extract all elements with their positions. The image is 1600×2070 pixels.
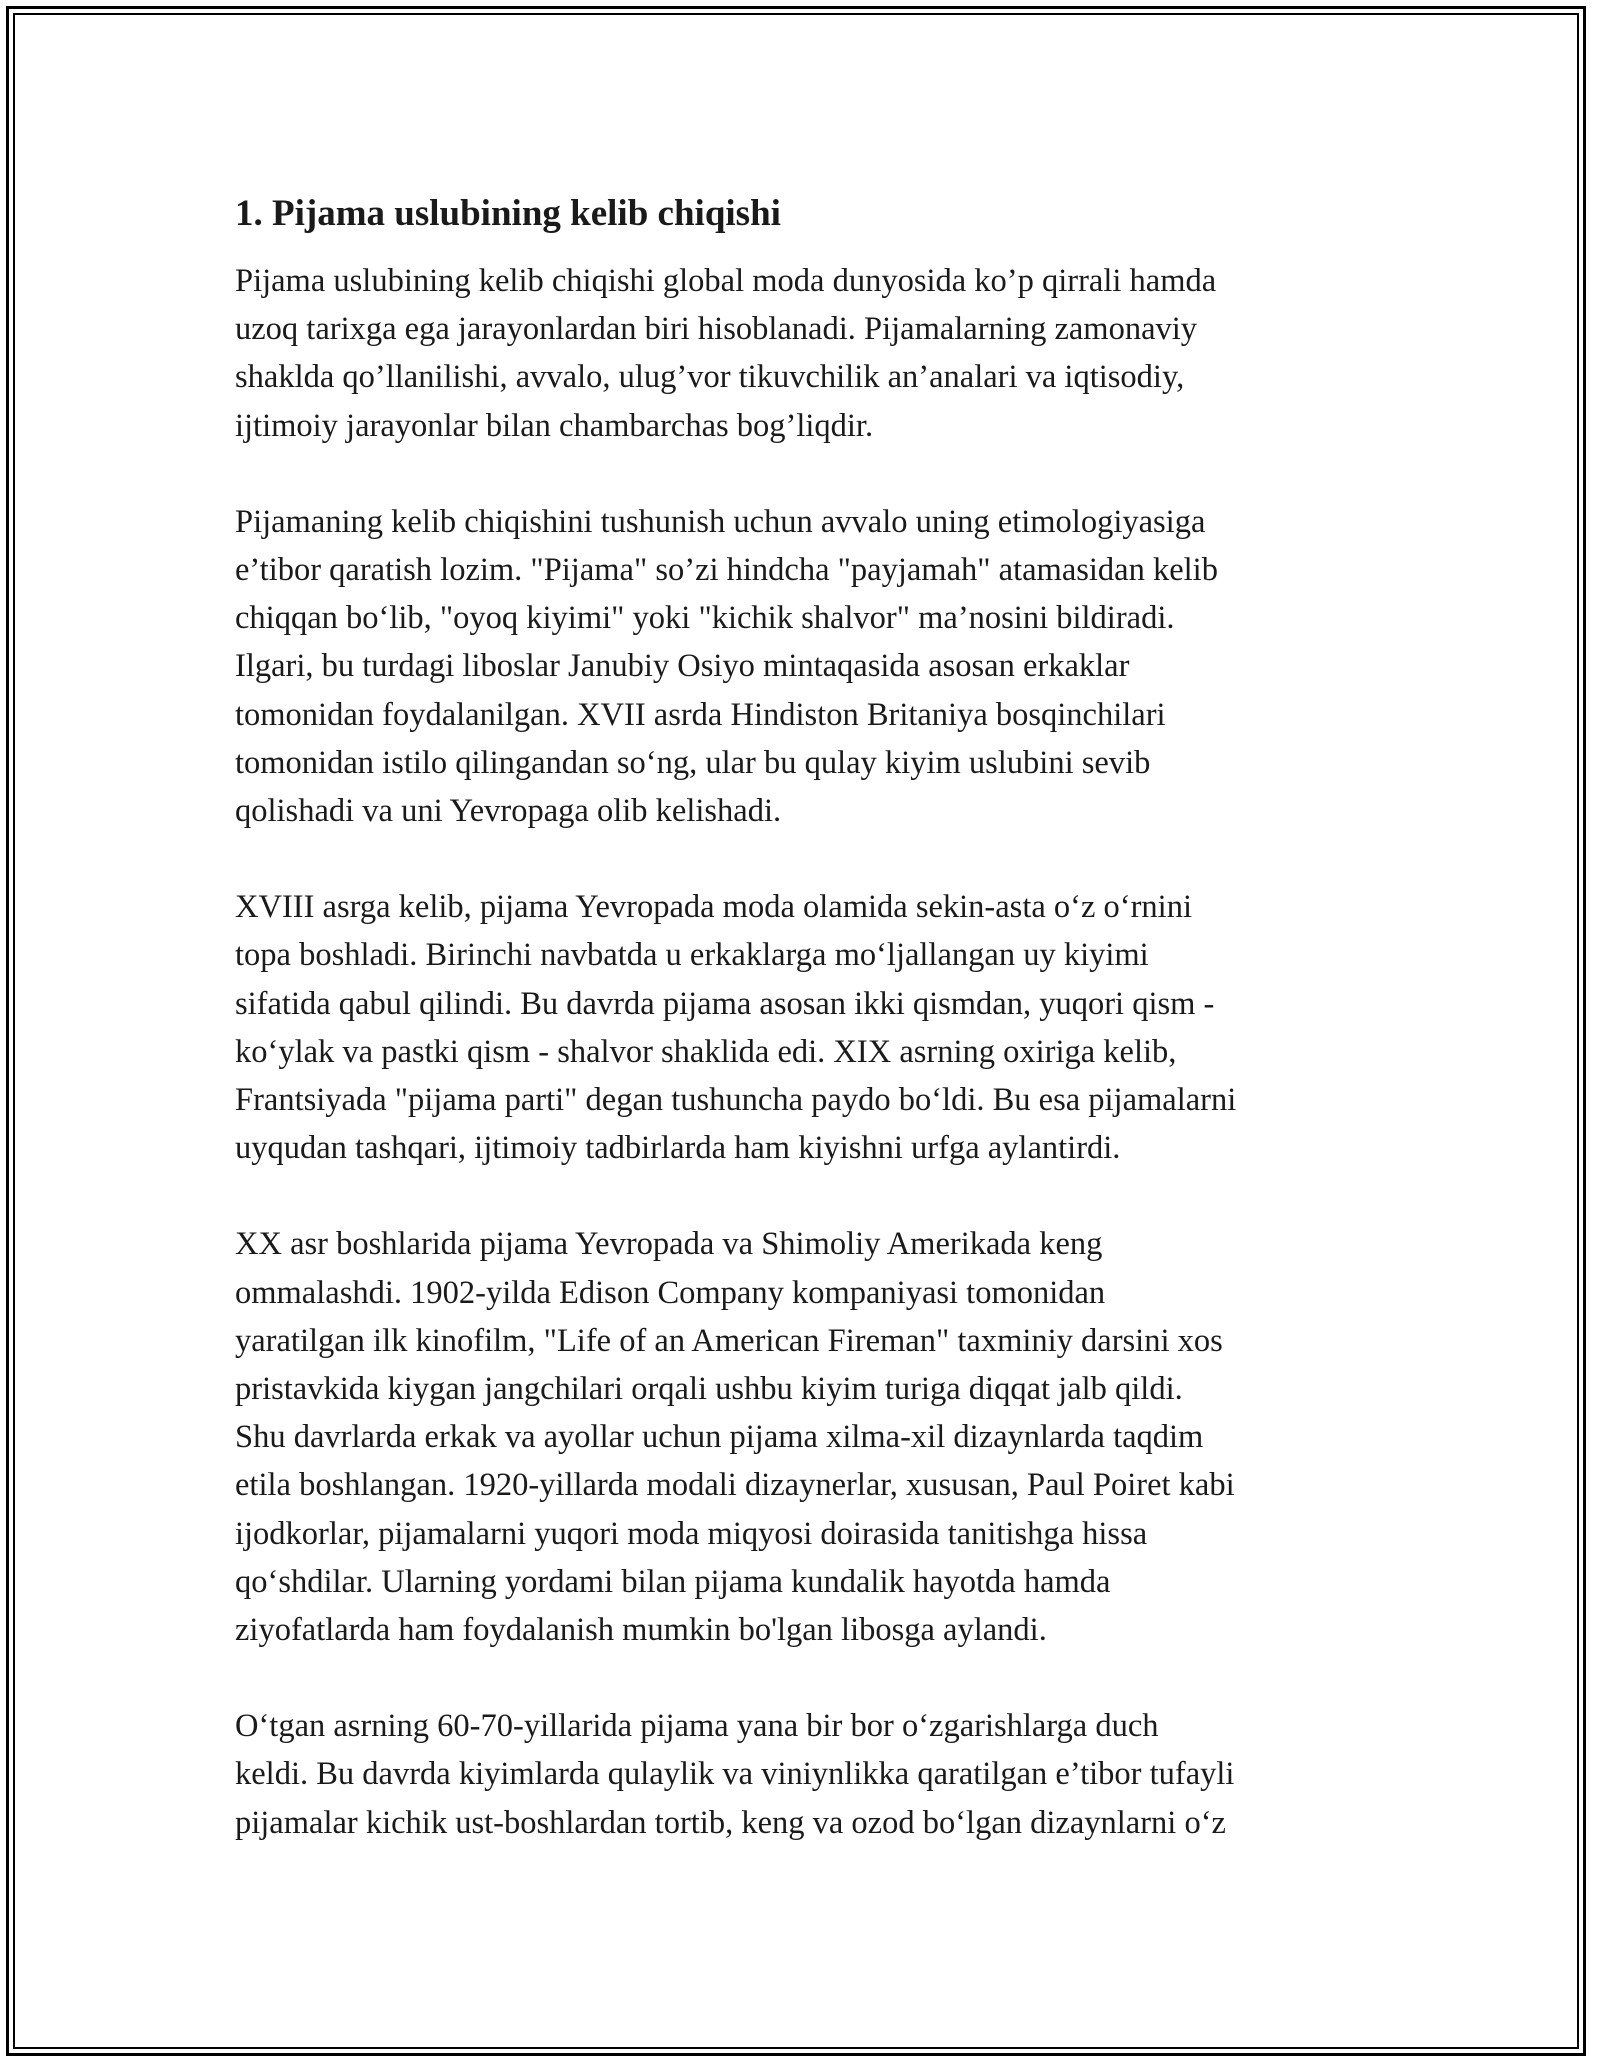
document-body xyxy=(235,185,1385,1895)
paragraph-line: shaklda qo’llanilishi, avvalo, ulug’vor tikuvchilik an’analari va iqtisodiy, xyxy=(235,359,1185,396)
paragraph-line: O‘tgan asrning 60-70-yillarida pijama yana bir bor o‘zgarishlarga duch xyxy=(235,1708,1159,1745)
section-heading: 1. Pijama uslubining kelib chiqishi xyxy=(235,193,781,234)
paragraph-line: ommalashdi. 1902-yilda Edison Company kompaniyasi tomonidan xyxy=(235,1274,1106,1311)
paragraph-line: yaratilgan ilk kinofilm, "Life of an American Fireman" taxminiy darsini xos xyxy=(235,1322,1223,1359)
paragraph-line: sifatida qabul qilindi. Bu davrda pijama asosan ikki qismdan, yuqori qism - xyxy=(235,985,1215,1022)
paragraph-line: Ilgari, bu turdagi liboslar Janubiy Osiyo mintaqasida asosan erkaklar xyxy=(235,648,1130,685)
paragraph-3 xyxy=(235,883,1385,1172)
paragraph-line: XVIII asrga kelib, pijama Yevropada moda olamida sekin-asta o‘z o‘rnini xyxy=(235,889,1192,926)
paragraph-1 xyxy=(235,257,1385,450)
paragraph-line: ziyofatlarda ham foydalanish mumkin bo'lgan libosga aylandi. xyxy=(235,1612,1047,1649)
paragraph-4 xyxy=(235,1220,1385,1654)
paragraph-line: XX asr boshlarida pijama Yevropada va Shimoliy Amerikada keng xyxy=(235,1226,1103,1263)
paragraph-line: tomonidan foydalanilgan. XVII asrda Hindiston Britaniya bosqinchilari xyxy=(235,696,1166,733)
paragraph-line: Shu davrlarda erkak va ayollar uchun pijama xilma-xil dizaynlarda taqdim xyxy=(235,1419,1204,1456)
paragraph-2 xyxy=(235,498,1385,835)
paragraph-line: pristavkida kiygan jangchilari orqali ushbu kiyim turiga diqqat jalb qildi. xyxy=(235,1371,1183,1408)
paragraph-line: tomonidan istilo qilingandan so‘ng, ular bu qulay kiyim uslubini sevib xyxy=(235,744,1151,781)
paragraph-line: Frantsiyada "pijama parti" degan tushuncha paydo bo‘ldi. Bu esa pijamalarni xyxy=(235,1082,1237,1119)
paragraph-line: Pijamaning kelib chiqishini tushunish uchun avvalo uning etimologiyasiga xyxy=(235,503,1206,540)
paragraph-line: chiqqan bo‘lib, "oyoq kiyimi" yoki "kichik shalvor" ma’nosini bildiradi. xyxy=(235,600,1175,637)
paragraph-line: ijtimoiy jarayonlar bilan chambarchas bog’liqdir. xyxy=(235,407,874,444)
paragraph-line: etila boshlangan. 1920-yillarda modali dizaynerlar, xususan, Paul Poiret kabi xyxy=(235,1467,1235,1504)
paragraph-line: pijamalar kichik ust-boshlardan tortib, keng va ozod bo‘lgan dizaynlarni o‘z xyxy=(235,1804,1226,1841)
paragraph-line: ko‘ylak va pastki qism - shalvor shaklida edi. XIX asrning oxiriga kelib, xyxy=(235,1033,1177,1070)
paragraph-line: Pijama uslubining kelib chiqishi global moda dunyosida ko’p qirrali hamda xyxy=(235,263,1217,299)
paragraph-line: ijodkorlar, pijamalarni yuqori moda miqyosi doirasida tanitishga hissa xyxy=(235,1515,1148,1552)
paragraph-line: e’tibor qaratish lozim. "Pijama" so’zi hindcha "payjamah" atamasidan kelib xyxy=(235,552,1218,589)
paragraph-line: keldi. Bu davrda kiyimlarda qulaylik va viniynlikka qaratilgan e’tibor tufayli xyxy=(235,1756,1235,1793)
paragraph-line: topa boshladi. Birinchi navbatda u erkaklarga mo‘ljallangan uy kiyimi xyxy=(235,937,1149,974)
paragraph-line: qolishadi va uni Yevropaga olib kelishadi. xyxy=(235,793,782,830)
paragraph-line: uzoq tarixga ega jarayonlardan biri hisoblanadi. Pijamalarning zamonaviy xyxy=(235,311,1198,348)
paragraph-5 xyxy=(235,1702,1385,1847)
paragraph-line: uyqudan tashqari, ijtimoiy tadbirlarda ham kiyishni urfga aylantirdi. xyxy=(235,1130,1121,1167)
paragraph-line: qo‘shdilar. Ularning yordami bilan pijama kundalik hayotda hamda xyxy=(235,1563,1111,1600)
